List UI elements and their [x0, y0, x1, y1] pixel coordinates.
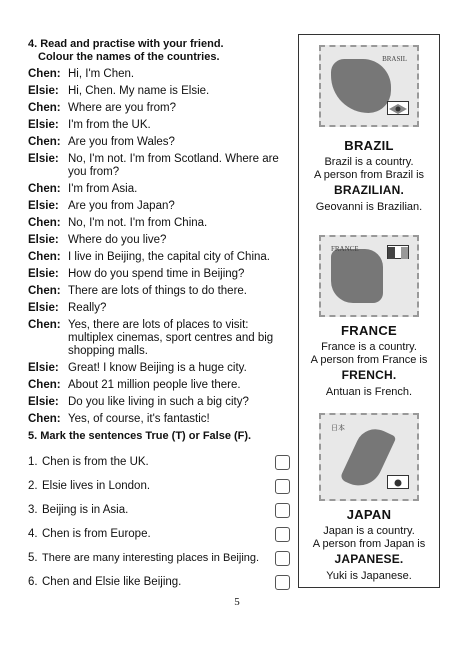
country-name: FRANCE — [341, 323, 397, 338]
dialog-line — [28, 136, 290, 149]
brazil-flag-icon — [387, 101, 409, 115]
nationality: FRENCH. — [341, 368, 397, 382]
answer-checkbox[interactable] — [275, 479, 290, 494]
japan-flag-icon — [387, 475, 409, 489]
dialog-line — [28, 183, 290, 196]
example-sentence: Geovanni is Brazilian. — [315, 201, 423, 213]
country-name: JAPAN — [346, 507, 392, 522]
dialog-line — [28, 362, 290, 375]
dialog — [28, 68, 290, 426]
tf-sentence: There are many interesting places in Beijing. — [42, 552, 260, 564]
answer-checkbox[interactable] — [275, 455, 290, 470]
answer-checkbox[interactable] — [275, 575, 290, 590]
country-desc-line2: A person from Japan is — [312, 538, 426, 550]
france-card — [299, 323, 439, 398]
speech: Are you from Japan? — [68, 200, 175, 212]
brazil-card — [299, 138, 439, 213]
tf-item — [28, 498, 290, 522]
tf-sentence: Beijing is in Asia. — [42, 504, 129, 516]
japan-card — [299, 507, 439, 582]
speech: There are lots of things to do there. — [68, 285, 247, 297]
speech: Where are you from? — [68, 102, 177, 114]
dialog-line — [28, 319, 290, 358]
page-number: 5 — [234, 596, 240, 608]
speaker: Elsie: — [28, 302, 59, 314]
nationality: JAPANESE. — [334, 552, 404, 566]
speaker: Chen: — [28, 68, 61, 80]
speech: I'm from Asia. — [68, 183, 138, 195]
speech: Do you like living in such a big city? — [68, 396, 249, 408]
tf-item — [28, 570, 290, 594]
nationality: BRAZILIAN. — [334, 183, 404, 197]
task4-title-line2: Colour the names of the countries. — [38, 51, 220, 63]
dialog-line — [28, 119, 290, 132]
speech: I'm from the UK. — [68, 119, 151, 131]
dialog-line — [28, 396, 290, 409]
japan-stamp-image — [319, 413, 419, 501]
dialog-line — [28, 268, 290, 281]
tf-item — [28, 522, 290, 546]
speech: Where do you live? — [68, 234, 167, 246]
country-desc-line1: Japan is a country. — [323, 525, 415, 537]
example-sentence: Yuki is Japanese. — [326, 570, 412, 582]
speaker: Elsie: — [28, 200, 59, 212]
dialog-line — [28, 85, 290, 98]
speaker: Chen: — [28, 102, 61, 114]
dialog-line — [28, 200, 290, 213]
true-false-list — [28, 450, 290, 594]
dialog-line — [28, 251, 290, 264]
dialog-line — [28, 413, 290, 426]
tf-sentence: Chen is from Europe. — [42, 528, 151, 540]
tf-number: 2. — [28, 480, 38, 492]
tf-number: 3. — [28, 504, 38, 516]
speaker: Chen: — [28, 217, 61, 229]
country-desc-line2: A person from France is — [310, 354, 428, 366]
stamp-label: BRASIL — [382, 55, 407, 63]
speaker: Chen: — [28, 319, 61, 331]
answer-checkbox[interactable] — [275, 527, 290, 542]
france-stamp-image — [319, 235, 419, 317]
speech: Are you from Wales? — [68, 136, 175, 148]
dialog-line — [28, 68, 290, 81]
dialog-line — [28, 285, 290, 298]
tf-sentence: Elsie lives in London. — [42, 480, 151, 492]
france-flag-icon — [387, 245, 409, 259]
country-desc-line2: A person from Brazil is — [313, 169, 425, 181]
speaker: Chen: — [28, 285, 61, 297]
exercise-column — [28, 38, 290, 594]
dialog-line — [28, 234, 290, 247]
dialog-line — [28, 153, 290, 179]
tf-sentence: Chen is from the UK. — [42, 456, 149, 468]
tf-item — [28, 474, 290, 498]
speaker: Chen: — [28, 379, 61, 391]
speaker: Elsie: — [28, 396, 59, 408]
dialog-line — [28, 217, 290, 230]
dialog-line — [28, 302, 290, 315]
country-desc-line1: France is a country. — [321, 341, 417, 353]
tf-number: 5. — [28, 552, 38, 564]
speech: I live in Beijing, the capital city of China. — [68, 251, 270, 263]
speech: Hi, I'm Chen. — [68, 68, 135, 80]
brazil-map-icon — [331, 59, 391, 113]
dialog-line — [28, 379, 290, 392]
speech: Yes, of course, it's fantastic! — [68, 413, 210, 425]
tf-sentence: Chen and Elsie like Beijing. — [42, 576, 182, 588]
dialog-line — [28, 102, 290, 115]
speech: Really? — [68, 302, 107, 314]
task5-title: 5. Mark the sentences True (T) or False (F). — [28, 430, 252, 442]
stamp-label: 日本 — [331, 424, 345, 432]
speech: No, I'm not. I'm from Scotland. Where are you from? — [68, 153, 279, 178]
speaker: Elsie: — [28, 85, 59, 97]
tf-item — [28, 450, 290, 474]
speaker: Chen: — [28, 136, 61, 148]
stamp-label: FRANCE — [331, 245, 359, 253]
speaker: Elsie: — [28, 119, 59, 131]
task4-title — [28, 38, 290, 64]
example-sentence: Antuan is French. — [325, 386, 413, 398]
country-desc-line1: Brazil is a country. — [324, 156, 414, 168]
speech: No, I'm not. I'm from China. — [68, 217, 208, 229]
speaker: Chen: — [28, 413, 61, 425]
tf-number: 1. — [28, 456, 38, 468]
speech: Hi, Chen. My name is Elsie. — [68, 85, 210, 97]
speaker: Elsie: — [28, 362, 59, 374]
tf-item — [28, 546, 290, 570]
speech: Great! I know Beijing is a huge city. — [68, 362, 247, 374]
tf-number: 4. — [28, 528, 38, 540]
speech: About 21 million people live there. — [68, 379, 241, 391]
speech: How do you spend time in Beijing? — [68, 268, 245, 280]
task4-title-line1: 4. Read and practise with your friend. — [28, 38, 224, 50]
speaker: Elsie: — [28, 268, 59, 280]
countries-panel — [298, 34, 440, 588]
speech: Yes, there are lots of places to visit: multiplex cinemas, sport centres and big shopping malls. — [68, 319, 274, 357]
country-name: BRAZIL — [344, 138, 394, 153]
brazil-stamp-image — [319, 45, 419, 127]
tf-number: 6. — [28, 576, 38, 588]
speaker: Elsie: — [28, 153, 59, 165]
speaker: Chen: — [28, 251, 61, 263]
france-map-icon — [331, 249, 383, 303]
answer-checkbox[interactable] — [275, 503, 290, 518]
speaker: Chen: — [28, 183, 61, 195]
speaker: Elsie: — [28, 234, 59, 246]
answer-checkbox[interactable] — [275, 551, 290, 566]
